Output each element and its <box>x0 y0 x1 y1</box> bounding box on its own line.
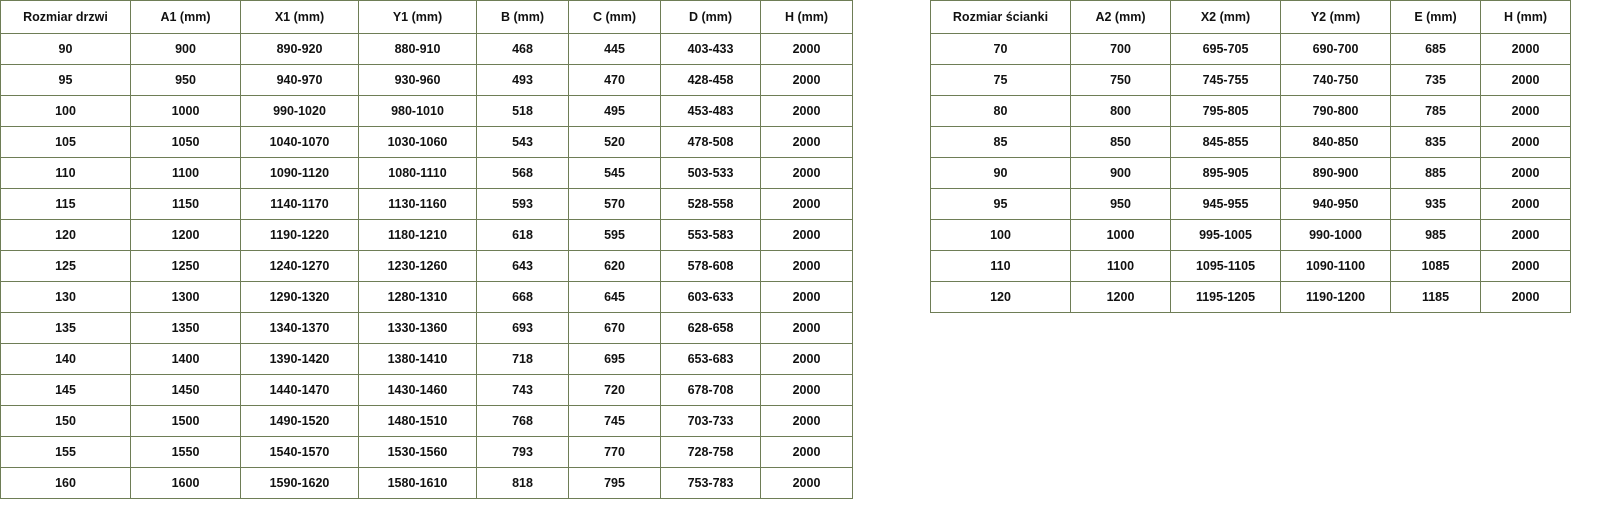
table-cell: 1050 <box>131 127 241 158</box>
column-header: Y2 (mm) <box>1281 1 1391 34</box>
table-cell: 140 <box>1 344 131 375</box>
column-header: B (mm) <box>477 1 569 34</box>
column-header: X1 (mm) <box>241 1 359 34</box>
table-cell: 643 <box>477 251 569 282</box>
table-cell: 940-950 <box>1281 189 1391 220</box>
table-cell: 2000 <box>1481 127 1571 158</box>
table-cell: 115 <box>1 189 131 220</box>
table-cell: 120 <box>931 282 1071 313</box>
table-row <box>1 158 853 189</box>
table-cell: 1440-1470 <box>241 375 359 406</box>
table-cell: 728-758 <box>661 437 761 468</box>
table-cell: 795-805 <box>1171 96 1281 127</box>
table-cell: 593 <box>477 189 569 220</box>
table-cell: 990-1000 <box>1281 220 1391 251</box>
table-cell: 2000 <box>761 313 853 344</box>
table-cell: 885 <box>1391 158 1481 189</box>
table-cell: 2000 <box>761 468 853 499</box>
column-header: A2 (mm) <box>1071 1 1171 34</box>
table-cell: 1000 <box>131 96 241 127</box>
table-row <box>931 158 1571 189</box>
table-row <box>1 437 853 468</box>
column-header: H (mm) <box>761 1 853 34</box>
table-row <box>1 282 853 313</box>
table-cell: 1480-1510 <box>359 406 477 437</box>
table-cell: 2000 <box>761 437 853 468</box>
table-cell: 1100 <box>131 158 241 189</box>
table-cell: 800 <box>1071 96 1171 127</box>
table-cell: 685 <box>1391 34 1481 65</box>
table-header-row <box>1 1 853 34</box>
table-cell: 735 <box>1391 65 1481 96</box>
table-cell: 95 <box>931 189 1071 220</box>
table-row <box>1 406 853 437</box>
table-cell: 1240-1270 <box>241 251 359 282</box>
table-cell: 2000 <box>761 282 853 313</box>
table-cell: 768 <box>477 406 569 437</box>
table-cell: 995-1005 <box>1171 220 1281 251</box>
table-cell: 1130-1160 <box>359 189 477 220</box>
table-cell: 478-508 <box>661 127 761 158</box>
table-cell: 653-683 <box>661 344 761 375</box>
table-cell: 2000 <box>761 34 853 65</box>
table-cell: 1090-1120 <box>241 158 359 189</box>
table-cell: 700 <box>1071 34 1171 65</box>
table-row <box>1 189 853 220</box>
table-cell: 135 <box>1 313 131 344</box>
table-cell: 1390-1420 <box>241 344 359 375</box>
table-cell: 1080-1110 <box>359 158 477 189</box>
table-cell: 818 <box>477 468 569 499</box>
table-cell: 790-800 <box>1281 96 1391 127</box>
table-cell: 1250 <box>131 251 241 282</box>
table-cell: 1530-1560 <box>359 437 477 468</box>
table-cell: 895-905 <box>1171 158 1281 189</box>
table-cell: 95 <box>1 65 131 96</box>
table-cell: 2000 <box>761 189 853 220</box>
table-cell: 1150 <box>131 189 241 220</box>
table-cell: 125 <box>1 251 131 282</box>
table-cell: 2000 <box>1481 65 1571 96</box>
wall-dimensions-table <box>930 0 1571 313</box>
table-cell: 1340-1370 <box>241 313 359 344</box>
table-cell: 1580-1610 <box>359 468 477 499</box>
table-row <box>931 282 1571 313</box>
table-cell: 900 <box>131 34 241 65</box>
table-cell: 693 <box>477 313 569 344</box>
table-cell: 1230-1260 <box>359 251 477 282</box>
table-cell: 90 <box>1 34 131 65</box>
column-header: C (mm) <box>569 1 661 34</box>
table-cell: 1085 <box>1391 251 1481 282</box>
table-cell: 110 <box>931 251 1071 282</box>
table-cell: 1300 <box>131 282 241 313</box>
table-cell: 595 <box>569 220 661 251</box>
table-cell: 503-533 <box>661 158 761 189</box>
table-cell: 985 <box>1391 220 1481 251</box>
table-cell: 470 <box>569 65 661 96</box>
table-cell: 695 <box>569 344 661 375</box>
table-cell: 1330-1360 <box>359 313 477 344</box>
table-cell: 2000 <box>1481 220 1571 251</box>
column-header: E (mm) <box>1391 1 1481 34</box>
table-cell: 2000 <box>761 406 853 437</box>
table-cell: 2000 <box>761 344 853 375</box>
table-cell: 745 <box>569 406 661 437</box>
table-cell: 545 <box>569 158 661 189</box>
table-cell: 1550 <box>131 437 241 468</box>
table-cell: 620 <box>569 251 661 282</box>
table-cell: 690-700 <box>1281 34 1391 65</box>
table-cell: 645 <box>569 282 661 313</box>
table-cell: 930-960 <box>359 65 477 96</box>
table-cell: 2000 <box>761 251 853 282</box>
table-cell: 155 <box>1 437 131 468</box>
table-row <box>1 468 853 499</box>
wall-dimensions-table-container <box>930 0 1571 313</box>
table-cell: 2000 <box>1481 158 1571 189</box>
table-cell: 100 <box>1 96 131 127</box>
table-cell: 150 <box>1 406 131 437</box>
table-cell: 120 <box>1 220 131 251</box>
table-row <box>931 251 1571 282</box>
table-cell: 1600 <box>131 468 241 499</box>
table-cell: 2000 <box>1481 251 1571 282</box>
table-cell: 85 <box>931 127 1071 158</box>
table-cell: 890-900 <box>1281 158 1391 189</box>
table-cell: 718 <box>477 344 569 375</box>
table-cell: 2000 <box>1481 189 1571 220</box>
table-row <box>1 220 853 251</box>
table-cell: 1450 <box>131 375 241 406</box>
table-cell: 100 <box>931 220 1071 251</box>
table-cell: 453-483 <box>661 96 761 127</box>
table-cell: 785 <box>1391 96 1481 127</box>
table-cell: 795 <box>569 468 661 499</box>
table-cell: 1100 <box>1071 251 1171 282</box>
table-cell: 628-658 <box>661 313 761 344</box>
table-cell: 980-1010 <box>359 96 477 127</box>
table-cell: 403-433 <box>661 34 761 65</box>
column-header: Rozmiar drzwi <box>1 1 131 34</box>
table-row <box>1 127 853 158</box>
table-cell: 568 <box>477 158 569 189</box>
table-row <box>931 220 1571 251</box>
table-cell: 2000 <box>1481 282 1571 313</box>
table-cell: 840-850 <box>1281 127 1391 158</box>
table-cell: 678-708 <box>661 375 761 406</box>
table-cell: 1490-1520 <box>241 406 359 437</box>
table-cell: 2000 <box>1481 34 1571 65</box>
table-cell: 1200 <box>1071 282 1171 313</box>
table-cell: 160 <box>1 468 131 499</box>
table-cell: 2000 <box>761 65 853 96</box>
table-row <box>1 34 853 65</box>
table-cell: 1590-1620 <box>241 468 359 499</box>
table-row <box>931 189 1571 220</box>
table-row <box>1 375 853 406</box>
table-cell: 70 <box>931 34 1071 65</box>
table-cell: 880-910 <box>359 34 477 65</box>
table-row <box>1 313 853 344</box>
table-cell: 553-583 <box>661 220 761 251</box>
table-cell: 950 <box>131 65 241 96</box>
table-row <box>1 251 853 282</box>
table-cell: 520 <box>569 127 661 158</box>
table-cell: 1430-1460 <box>359 375 477 406</box>
table-cell: 130 <box>1 282 131 313</box>
table-cell: 445 <box>569 34 661 65</box>
table-cell: 750 <box>1071 65 1171 96</box>
column-header: A1 (mm) <box>131 1 241 34</box>
table-cell: 1380-1410 <box>359 344 477 375</box>
table-cell: 1040-1070 <box>241 127 359 158</box>
table-cell: 528-558 <box>661 189 761 220</box>
table-cell: 428-458 <box>661 65 761 96</box>
table-cell: 740-750 <box>1281 65 1391 96</box>
table-cell: 950 <box>1071 189 1171 220</box>
table-header-row <box>931 1 1571 34</box>
column-header: Y1 (mm) <box>359 1 477 34</box>
table-cell: 940-970 <box>241 65 359 96</box>
table-cell: 1090-1100 <box>1281 251 1391 282</box>
doors-table-body <box>1 34 853 499</box>
table-cell: 793 <box>477 437 569 468</box>
table-cell: 110 <box>1 158 131 189</box>
table-cell: 1000 <box>1071 220 1171 251</box>
table-cell: 668 <box>477 282 569 313</box>
table-row <box>931 96 1571 127</box>
table-cell: 90 <box>931 158 1071 189</box>
table-row <box>1 65 853 96</box>
table-cell: 145 <box>1 375 131 406</box>
table-cell: 1400 <box>131 344 241 375</box>
table-cell: 745-755 <box>1171 65 1281 96</box>
table-cell: 850 <box>1071 127 1171 158</box>
table-row <box>931 65 1571 96</box>
table-cell: 2000 <box>761 127 853 158</box>
wall-table-body <box>931 34 1571 313</box>
table-cell: 1350 <box>131 313 241 344</box>
table-cell: 2000 <box>761 158 853 189</box>
table-cell: 80 <box>931 96 1071 127</box>
table-cell: 845-855 <box>1171 127 1281 158</box>
table-cell: 720 <box>569 375 661 406</box>
table-cell: 2000 <box>761 96 853 127</box>
table-cell: 935 <box>1391 189 1481 220</box>
table-cell: 1200 <box>131 220 241 251</box>
table-cell: 1185 <box>1391 282 1481 313</box>
table-cell: 2000 <box>761 220 853 251</box>
column-header: D (mm) <box>661 1 761 34</box>
table-cell: 570 <box>569 189 661 220</box>
table-cell: 1095-1105 <box>1171 251 1281 282</box>
table-cell: 495 <box>569 96 661 127</box>
table-cell: 1290-1320 <box>241 282 359 313</box>
table-cell: 670 <box>569 313 661 344</box>
table-cell: 578-608 <box>661 251 761 282</box>
table-cell: 468 <box>477 34 569 65</box>
table-cell: 990-1020 <box>241 96 359 127</box>
wall-table-head <box>931 1 1571 34</box>
table-cell: 543 <box>477 127 569 158</box>
table-cell: 890-920 <box>241 34 359 65</box>
table-cell: 1190-1200 <box>1281 282 1391 313</box>
table-cell: 770 <box>569 437 661 468</box>
table-cell: 900 <box>1071 158 1171 189</box>
table-cell: 743 <box>477 375 569 406</box>
table-cell: 1195-1205 <box>1171 282 1281 313</box>
table-cell: 2000 <box>1481 96 1571 127</box>
table-cell: 1280-1310 <box>359 282 477 313</box>
table-cell: 1180-1210 <box>359 220 477 251</box>
table-cell: 1540-1570 <box>241 437 359 468</box>
doors-table-head <box>1 1 853 34</box>
table-cell: 1500 <box>131 406 241 437</box>
table-cell: 618 <box>477 220 569 251</box>
table-cell: 603-633 <box>661 282 761 313</box>
table-cell: 105 <box>1 127 131 158</box>
table-cell: 1030-1060 <box>359 127 477 158</box>
table-cell: 1140-1170 <box>241 189 359 220</box>
table-row <box>931 127 1571 158</box>
table-cell: 1190-1220 <box>241 220 359 251</box>
table-cell: 493 <box>477 65 569 96</box>
table-cell: 945-955 <box>1171 189 1281 220</box>
table-cell: 2000 <box>761 375 853 406</box>
table-cell: 518 <box>477 96 569 127</box>
table-cell: 835 <box>1391 127 1481 158</box>
column-header: Rozmiar ścianki <box>931 1 1071 34</box>
table-cell: 695-705 <box>1171 34 1281 65</box>
table-row <box>931 34 1571 65</box>
table-cell: 753-783 <box>661 468 761 499</box>
column-header: X2 (mm) <box>1171 1 1281 34</box>
table-cell: 75 <box>931 65 1071 96</box>
table-row <box>1 344 853 375</box>
table-row <box>1 96 853 127</box>
table-cell: 703-733 <box>661 406 761 437</box>
column-header: H (mm) <box>1481 1 1571 34</box>
